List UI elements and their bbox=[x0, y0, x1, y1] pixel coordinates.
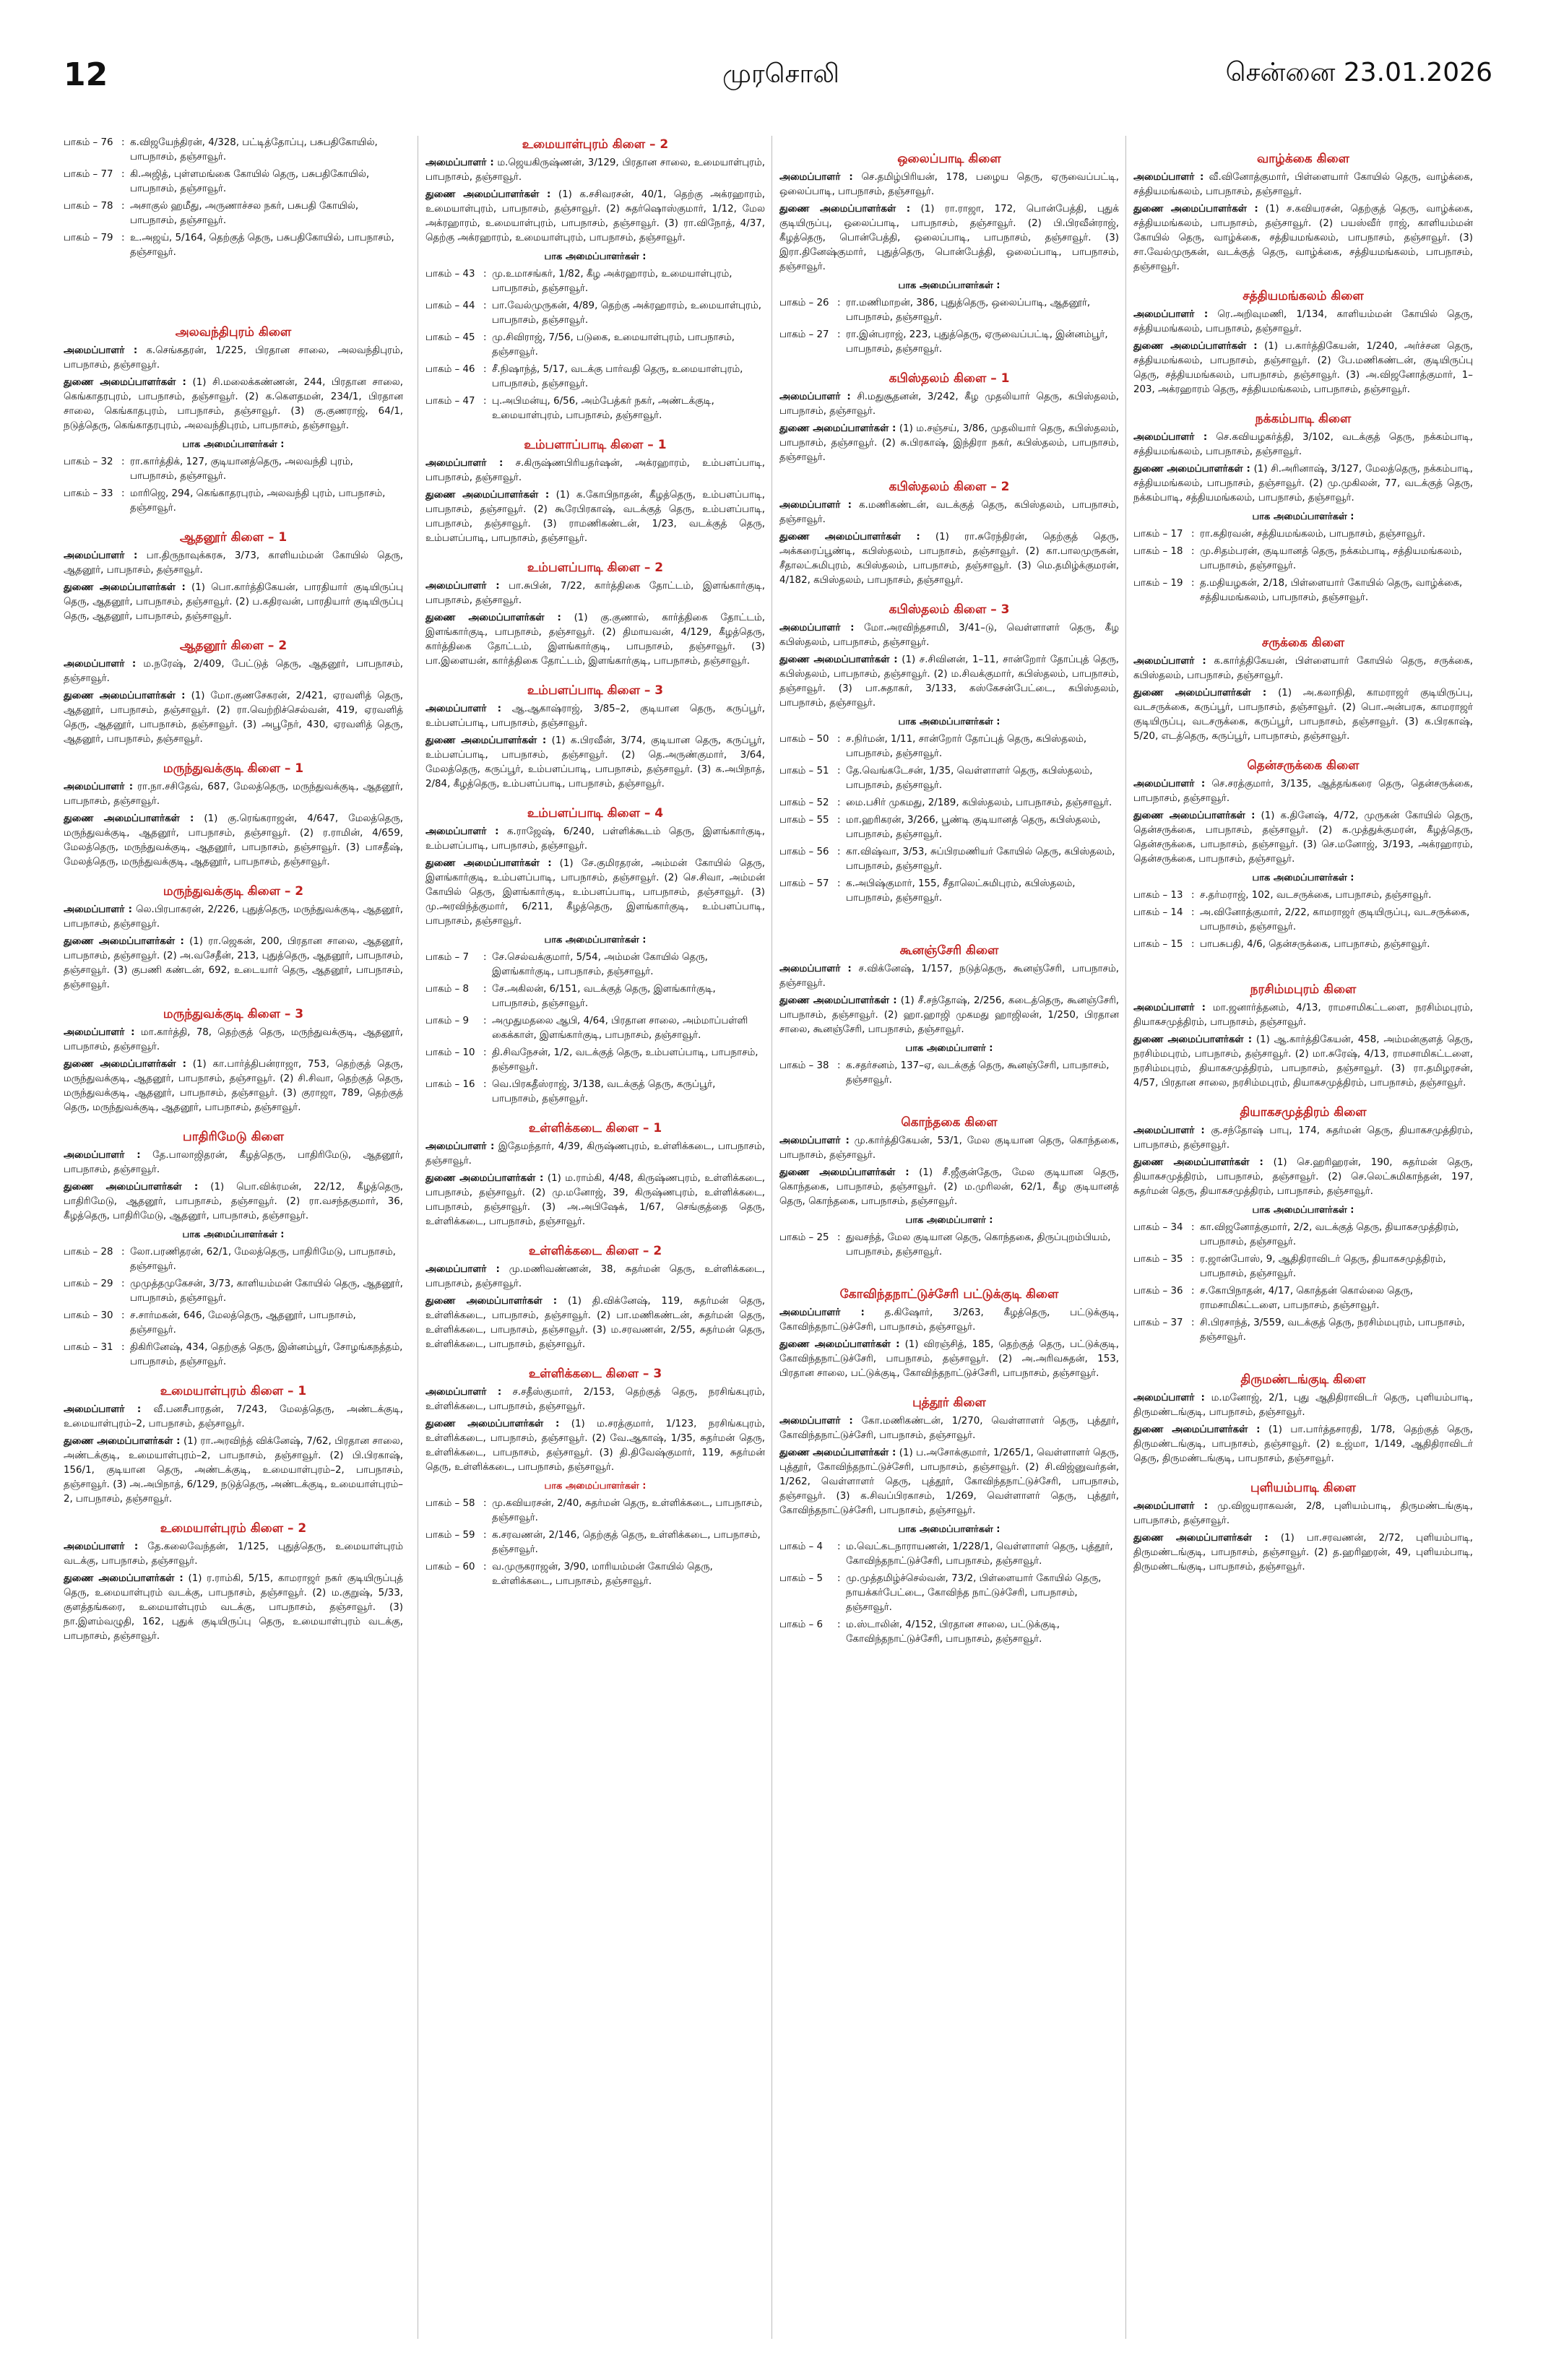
deputy-organizers: துணை அமைப்பாளர்கள் : (1) ரா.சுரேந்திரன், தெற்குத் தெரு, அக்கரைப்பூண்டி, கபிஸ்தலம், பாபநாசம், தஞ்சாவூர். (2) கா.பாலமுருகன், சீதாலட்சுமிபுரம், கபிஸ்தலம், பாபநாசம், தஞ்சாவூர். (3) மெ.தமிழ்க்குமரன், 4/182, கபிஸ்தலம், பாபநாசம், தஞ்சாவூர். bbox=[779, 532, 1119, 586]
branch-heading: உள்ளிக்கடை கிளை – 1 bbox=[528, 1121, 662, 1135]
branch-heading: கொந்தகை கிளை bbox=[901, 1115, 998, 1130]
deputy-organizers: துணை அமைப்பாளர்கள் : (1) சீ.ஜீகுன்தேரு, மேல குடியான தெரு, கொந்தகை, பாபநாசம், தஞ்சாவூர். (2) ம.முரிலன், 62/1, கீழ குடியானத் தெரு, கொந்தகை, பாபநாசம், தஞ்சாவூர். bbox=[779, 1167, 1119, 1207]
branch-section bbox=[64, 760, 403, 870]
part-entry: பாகம் – 4 : ம.வெட்கடநாராயணன், 1/228/1, வெள்ளாளர் தெரு, புத்தூர், கோவிந்தநாட்டுச்சேரி, பாபநாசம், தஞ்சாவூர். bbox=[779, 1541, 1113, 1567]
branch-heading: உள்ளிக்கடை கிளை – 3 bbox=[528, 1367, 662, 1381]
masthead bbox=[0, 0, 1543, 93]
branch-section bbox=[64, 324, 403, 516]
branch-heading: நக்கம்பாடி கிளை bbox=[1255, 412, 1352, 426]
organizer: அமைப்பாளர் : செ.சரத்குமார், 3/135, ஆத்தங்கரை தெரு, தென்சருக்கை, பாபநாசம், தஞ்சாவூர். bbox=[1133, 779, 1473, 804]
branch-section bbox=[425, 1242, 765, 1352]
organizer: அமைப்பாளர் : தே.கலைவேந்தன், 1/125, புதுத்தெரு, உமையாள்புரம் வடக்கு, பாபநாசம், தஞ்சாவூர். bbox=[64, 1541, 403, 1567]
part-organizers-title: பாக அமைப்பாளர்கள் : bbox=[898, 280, 1000, 291]
part-entry: பாகம் – 35 : ர.ஜான்போஸ், 9, ஆதிதிராவிடர் தெரு, தியாகசமுத்திரம், பாபநாசம், தஞ்சாவூர். bbox=[1133, 1254, 1446, 1279]
part-entry: பாகம் – 43 : மு.உமாசங்கர், 1/82, கீழ அக்ரஹாரம், உமையாள்புரம், பாபநாசம், தஞ்சாவூர். bbox=[425, 269, 732, 294]
part-entry: பாகம் – 32 : ரா.கார்த்திக், 127, குடியானத்தெரு, அலவந்தி புரம், பாபநாசம், தஞ்சாவூர். bbox=[64, 456, 353, 482]
branch-section bbox=[64, 529, 403, 624]
branch-section bbox=[779, 370, 1119, 465]
branch-heading: உமையாள்புரம் கிளை – 1 bbox=[160, 1384, 307, 1398]
deputy-organizers: துணை அமைப்பாளர்கள் : (1) ஆ.கார்த்திகேயன், 458, அம்மன்குளத் தெரு, நரசிம்மபுரம், பாபநாசம், தஞ்சாவூர். (2) மா.சுரேஷ், 4/13, ராமசாமிகட்டளை, நரசிம்மபுரம், தியாகசமுத்திரம், பாபநாசம், தஞ்சாவூர். (3) ரா.தமிழரசன், 4/57, பிரதான சாலை, நரசிம்மபுரம், தியாகசமுத்திரம், பாபநாசம், தஞ்சாவூர். bbox=[1133, 1034, 1473, 1089]
branch-section bbox=[425, 136, 765, 423]
part-entry: பாகம் – 16 : வெ.பிரகதீஸ்ராஜ், 3/138, வடக்குத் தெரு, கருப்பூர், பாபநாசம், தஞ்சாவூர். bbox=[425, 1079, 716, 1104]
part-entry: பாகம் – 55 : மா.ஹரிகரன், 3/266, பூண்டி குடியானத் தெரு, கபிஸ்தலம், பாபநாசம், தஞ்சாவூர். bbox=[779, 815, 1101, 840]
branch-section bbox=[1133, 150, 1473, 274]
column-1 bbox=[64, 136, 403, 2339]
part-entry: பாகம் – 19 : த.மதியழகன், 2/18, பிள்ளையார் கோயில் தெரு, வாழ்க்கை, சத்தியமங்கலம், பாபநாசம், தஞ்சாவூர். bbox=[1133, 578, 1463, 603]
deputy-organizers: துணை அமைப்பாளர்கள் : (1) ரா.ராஜா, 172, பொன்பேத்தி, புதுக் குடியிருப்பு, ஒலைப்பாடி, பாபநாசம், தஞ்சாவூர். (2) பி.பிரவீன்ராஜ், கீழத்தெரு, பொன்பேத்தி, ஒலைப்பாடி, பாபநாசம், தஞ்சாவூர். (3) இரா.தினேஷ்குமார், புதுத்தெரு, பொன்பேத்தி, ஒலைப்பாடி, பாபநாசம், தஞ்சாவூர். bbox=[779, 204, 1119, 272]
branch-heading: உம்பளப்பாடி கிளை – 2 bbox=[527, 561, 664, 575]
part-entry: பாகம் – 27 : ரா.இன்பராஜ், 223, புதுத்தெரு, ஏருவைப்பட்டி, இன்னம்பூர், பாபநாசம், தஞ்சாவூர். bbox=[779, 329, 1108, 355]
part-entry: பாகம் – 60 : வ.முருகராஜன், 3/90, மாரியம்மன் கோயில் தெரு, உள்ளிக்கடை, பாபநாசம், தஞ்சாவூர். bbox=[425, 1562, 713, 1587]
organizer: அமைப்பாளர் : செ.கவியழகர்த்தி, 3/102, வடக்குத் தெரு, நக்கம்பாடி, சத்தியமங்கலம், பாபநாசம், தஞ்சாவூர். bbox=[1133, 432, 1473, 457]
part-organizers-title: பாக அமைப்பாளர்கள் : bbox=[544, 251, 647, 262]
deputy-organizers: துணை அமைப்பாளர்கள் : (1) ச.சிவினன், 1–11, சான்றோர் தோப்புத் தெரு, கபிஸ்தலம், பாபநாசம், தஞ்சாவூர். (2) ம.சிவக்குமார், கபிஸ்தலம், பாபநாசம், தஞ்சாவூர். (3) பா.சுதாகர், 3/133, கஸ்கேசன்பேட்டை, கபிஸ்தலம், பாபநாசம், தஞ்சாவூர். bbox=[779, 654, 1119, 709]
part-text: கி.அஜித், புள்ளமங்கை கோயில் தெரு, பசுபதிகோயில், பாபநாசம், தஞ்சாவூர். bbox=[130, 169, 370, 194]
part-organizers-title: பாக அமைப்பாளர்கள் : bbox=[544, 1481, 647, 1492]
branch-section bbox=[1133, 981, 1473, 1091]
branch-section bbox=[1133, 410, 1473, 605]
organizer: அமைப்பாளர் : க.செங்கதரன், 1/225, பிரதான சாலை, அலவந்திபுரம், பாபநாசம், தஞ்சாவூர். bbox=[64, 345, 403, 371]
organizer: அமைப்பாளர் : மு.கார்த்திகேயன், 53/1, மேல குடியான தெரு, கொந்தகை, பாபநாசம், தஞ்சாவூர். bbox=[779, 1135, 1119, 1161]
branch-section bbox=[1133, 287, 1473, 397]
organizer: அமைப்பாளர் : கோ.மணிகண்டன், 1/270, வெள்ளாளர் தெரு, புத்தூர், கோவிந்தநாட்டுச்சேரி, பாபநாசம், தஞ்சாவூர். bbox=[779, 1416, 1119, 1441]
part-entry: பாகம் – 14 : அ.வினோத்குமார், 2/22, காமராஜர் குடியிருப்பு, வடசருக்கை, பாபநாசம், தஞ்சாவூர். bbox=[1133, 907, 1470, 932]
branch-heading: உமையாள்புரம் கிளை – 2 bbox=[160, 1521, 307, 1536]
branch-section bbox=[64, 1128, 403, 1369]
part-text: அசாகுல் ஹமீது, அருணாச்சல நகர், பசுபதி கோயில், பாபநாசம், தஞ்சாவூர். bbox=[130, 201, 359, 226]
branch-heading: கபிஸ்தலம் கிளை – 3 bbox=[889, 602, 1010, 617]
branch-heading: கபிஸ்தலம் கிளை – 2 bbox=[889, 480, 1010, 494]
part-entry: பாகம் – 78 : அசாகுல் ஹமீது, அருணாச்சல நகர், பசுபதி கோயில், பாபநாசம், தஞ்சாவூர். bbox=[64, 199, 403, 228]
organizer: அமைப்பாளர் : வீ.வினோத்குமார், பிள்ளையார் கோயில் தெரு, வாழ்க்கை, சத்தியமங்கலம், பாபநாசம், தஞ்சாவூர். bbox=[1133, 172, 1473, 197]
branch-heading: கூனஞ்சேரி கிளை bbox=[899, 943, 999, 958]
part-entry: பாகம் – 58 : மு.கவியரசன், 2/40, சுதர்மன் தெரு, உள்ளிக்கடை, பாபநாசம், தஞ்சாவூர். bbox=[425, 1498, 763, 1523]
organizer: அமைப்பாளர் : ம.மனோஜ், 2/1, புது ஆதிதிராவிடர் தெரு, புளியம்பாடி, திருமண்டங்குடி, பாபநாசம், தஞ்சாவூர். bbox=[1133, 1393, 1473, 1418]
part-entry: பாகம் – 30 : ச.சார்மகன், 646, மேலத்தெரு, ஆதனூர், பாபநாசம், தஞ்சாவூர். bbox=[64, 1310, 356, 1336]
part-entry: பாகம் – 51 : தே.வெங்கடேசன், 1/35, வெள்ளாளர் தெரு, கபிஸ்தலம், பாபநாசம், தஞ்சாவூர். bbox=[779, 766, 1093, 791]
column-3 bbox=[772, 136, 1119, 2339]
organizer: அமைப்பாளர் : மா.கார்த்தி, 78, தெற்குத் தெரு, மருந்துவக்குடி, ஆதனூர், பாபநாசம், தஞ்சாவூர். bbox=[64, 1027, 403, 1052]
branch-heading: கோவிந்தநாட்டுச்சேரி பட்டுக்குடி கிளை bbox=[839, 1287, 1059, 1302]
branch-section bbox=[779, 150, 1119, 357]
deputy-organizers: துணை அமைப்பாளர்கள் : (1) க.பிரவீன், 3/74, குடியான தெரு, கருப்பூர், உம்பளப்பாடி, பாபநாசம், தஞ்சாவூர். (2) தெ.அருண்குமார், 3/64, மேலத்தெரு, கருப்பூர், உம்பளப்பாடி, பாபநாசம், தஞ்சாவூர். (3) க.அபிநாத், 2/84, கீழத்தெரு, உம்பளப்பாடி, பாபநாசம், தஞ்சாவூர். bbox=[425, 735, 765, 789]
organizer: அமைப்பாளர் : செ.தமிழ்பிரியன், 178, பழைய தெரு, ஏருவைப்பட்டி, ஒலைப்பாடி, பாபநாசம், தஞ்சாவூர். bbox=[779, 172, 1119, 197]
part-organizers-title: பாக அமைப்பாளர் : bbox=[905, 1043, 993, 1054]
part-entry: பாகம் – 31 : திகிரினேஷ், 434, தெற்குத் தெரு, இன்னம்பூர், சோழங்கநத்தம், பாபநாசம், தஞ்சாவூர். bbox=[64, 1342, 403, 1367]
part-entry: பாகம் – 9 : அமுதுமதலை ஆபி, 4/64, பிரதான சாலை, அம்மாப்பள்ளி கைக்காள், இளங்கார்குடி, பாபநாசம், தஞ்சாவூர். bbox=[425, 1016, 748, 1041]
part-entry: பாகம் – 77 : கி.அஜித், புள்ளமங்கை கோயில் தெரு, பசுபதிகோயில், பாபநாசம், தஞ்சாவூர். bbox=[64, 168, 403, 196]
deputy-organizers: துணை அமைப்பாளர்கள் : (1) சீ.சந்தோஷ், 2/256, கடைத்தெரு, கூனஞ்சேரி, பாபநாசம், தஞ்சாவூர். (2) ஹா.ஹாஜி முகமது ஹாஜிலன், 1/250, பிரதான சாலை, கூனஞ்சேரி, பாபநாசம், தஞ்சாவூர். bbox=[779, 995, 1119, 1035]
deputy-organizers: துணை அமைப்பாளர்கள் : (1) செ.ஹரிஹரன், 190, சுதர்மன் தெரு, தியாகசமுத்திரம், பாபநாசம், தஞ்சாவூர். (2) செ.லெட்சுமிகாந்தன், 197, சுதர்மன் தெரு, தியாகசமுத்திரம், பாபநாசம், தஞ்சாவூர். bbox=[1133, 1157, 1473, 1197]
branch-heading: கபிஸ்தலம் கிளை – 1 bbox=[889, 371, 1010, 386]
organizer: அமைப்பாளர் : சி.மதுசூதனன், 3/242, கீழ முதலியார் தெரு, கபிஸ்தலம், பாபநாசம், தஞ்சாவூர். bbox=[779, 391, 1119, 417]
part-entry: பாகம் – 34 : கா.விஜனோத்குமார், 2/2, வடக்குத் தெரு, தியாகசமுத்திரம், பாபநாசம், தஞ்சாவூர். bbox=[1133, 1222, 1459, 1247]
organizer: அமைப்பாளர் : மு.விஜயராகவன், 2/8, புளியம்பாடி, திருமண்டங்குடி, பாபநாசம், தஞ்சாவூர். bbox=[1133, 1501, 1473, 1526]
branch-heading: பாதிரிமேடு கிளை bbox=[183, 1130, 284, 1144]
organizer: அமைப்பாளர் : க.மணிகண்டன், வடக்குத் தெரு, கபிஸ்தலம், பாபநாசம், தஞ்சாவூர். bbox=[779, 500, 1119, 525]
deputy-organizers: துணை அமைப்பாளர்கள் : (1) ச.கவியரசன், தெற்குத் தெரு, வாழ்க்கை, சத்தியமங்கலம், பாபநாசம், தஞ்சாவூர். (2) பயஸ்வீர் ராஜ், காளியம்மன் கோயில் தெரு, வாழ்க்கை, சத்தியமங்கலம், பாபநாசம், தஞ்சாவூர். (3) சா.வேல்முருகன், வடக்குத் தெரு, வாழ்க்கை, சத்தியமங்கலம், பாபநாசம், தஞ்சாவூர். bbox=[1133, 204, 1473, 272]
part-entry: பாகம் – 6 : ம.ஸ்டாலின், 4/152, பிரதான சாலை, பட்டுக்குடி, கோவிந்தநாட்டுச்சேரி, பாபநாசம், தஞ்சாவூர். bbox=[779, 1619, 1060, 1645]
branch-heading: ஒலைப்பாடி கிளை bbox=[897, 152, 1001, 166]
part-entry: பாகம் – 79 : உ.அஜய், 5/164, தெற்குத் தெரு, பசுபதிகோயில், பாபநாசம், தஞ்சாவூர். bbox=[64, 231, 403, 260]
branch-section bbox=[779, 1114, 1119, 1260]
deputy-organizers: துணை அமைப்பாளர்கள் : (1) சி.மலைக்கண்ணன், 244, பிரதான சாலை, கெங்காதரபுரம், பாபநாசம், தஞ்சாவூர். (2) க.கௌதமன், 234/1, பிரதான சாலை, கெங்காதபுரம், பாபநாசம், தஞ்சாவூர். (3) கு.குணராஜ், 64/1, நடுத்தெரு, கெங்காதரபுரம், அலவந்திபுரம், பாபநாசம், தஞ்சாவூர். bbox=[64, 377, 403, 431]
branch-section bbox=[64, 883, 403, 992]
branch-section bbox=[1133, 1479, 1473, 1575]
organizer: அமைப்பாளர் : மா.ஜனார்த்தனம், 4/13, ராமசாமிகட்டளை, நரசிம்மபுரம், தியாகசமுத்திரம், பாபநாசம், தஞ்சாவூர். bbox=[1133, 1003, 1473, 1028]
branch-section bbox=[1133, 757, 1473, 952]
deputy-organizers: துணை அமைப்பாளர்கள் : (1) பொ.கார்த்திகேயன், பாரதியார் குடியிருப்பு தெரு, ஆதனூர், பாபநாசம், தஞ்சாவூர். (2) ப.கதிரவன், பாரதியார் குடியிருப்பு தெரு, ஆதனூர், பாபநாசம், தஞ்சாவூர். bbox=[64, 582, 403, 622]
branch-section bbox=[64, 1520, 403, 1644]
part-organizers-title: பாக அமைப்பாளர்கள் : bbox=[1252, 511, 1354, 522]
part-entry: பாகம் – 33 : மாரிஜெ, 294, கெங்காதரபுரம், அலவந்தி புரம், பாபநாசம், தஞ்சாவூர். bbox=[64, 488, 386, 514]
branch-heading: வாழ்க்கை கிளை bbox=[1257, 152, 1349, 166]
deputy-organizers: துணை அமைப்பாளர்கள் : (1) கா.பார்த்திபன்ராஜா, 753, தெற்குத் தெரு, மருந்துவக்குடி, ஆதனூர், பாபநாசம், தஞ்சாவூர். (2) சி.சிவா, தெற்குத் தெரு, மருந்துவக்குடி, ஆதனூர், பாபநாசம், தஞ்சாவூர். (3) குராஜா, 789, தெற்குத் தெரு, மருந்துவக்குடி, ஆதனூர், பாபநாசம், தஞ்சாவூர். bbox=[64, 1059, 403, 1113]
part-organizers-title: பாக அமைப்பாளர்கள் : bbox=[182, 1229, 285, 1240]
branch-heading: நரசிம்மபுரம் கிளை bbox=[1250, 982, 1357, 997]
part-entry: பாகம் – 8 : சே.அகிலன், 6/151, வடக்குத் தெரு, இளங்கார்குடி, பாபநாசம், தஞ்சாவூர். bbox=[425, 984, 716, 1009]
organizer: அமைப்பாளர் : தே.பாலாஜிதரன், கீழத்தெரு, பாதிரிமேடு, ஆதனூர், பாபநாசம், தஞ்சாவூர். bbox=[64, 1150, 403, 1175]
organizer: அமைப்பாளர் : ச.விக்னேஷ், 1/157, நடுத்தெரு, கூனஞ்சேரி, பாபநாசம், தஞ்சாவூர். bbox=[779, 964, 1119, 989]
part-entry: பாகம் – 29 : முமுத்தமுகேசன், 3/73, காளியம்மன் கோயில் தெரு, ஆதனூர், பாபநாசம், தஞ்சாவூர். bbox=[64, 1278, 403, 1304]
part-entry: பாகம் – 15 : பாபசுபதி, 4/6, தென்சருக்கை, பாபநாசம், தஞ்சாவூர். bbox=[1133, 939, 1430, 950]
part-entry: பாகம் – 57 : க.அபிஷ்குமார், 155, சீதாலெட்சுமிபுரம், கபிஸ்தலம், பாபநாசம், தஞ்சாவூர். bbox=[779, 878, 1076, 904]
organizer: அமைப்பாளர் : மு.மணிவண்ணன், 38, சுதர்மன் தெரு, உள்ளிக்கடை, பாபநாசம், தஞ்சாவூர். bbox=[425, 1264, 765, 1289]
organizer: அமைப்பாளர் : ரா.நா.சசிதேவ், 687, மேலத்தெரு, மருந்துவக்குடி, ஆதனூர், பாபநாசம், தஞ்சாவூர். bbox=[64, 782, 403, 807]
branch-section bbox=[425, 682, 765, 792]
column-2 bbox=[418, 136, 765, 2339]
part-entry: பாகம் – 59 : க.சரவணன், 2/146, தெற்குத் தெரு, உள்ளிக்கடை, பாபநாசம், தஞ்சாவூர். bbox=[425, 1530, 761, 1555]
deputy-organizers: துணை அமைப்பாளர்கள் : (1) க.தினேஷ், 4/72, முருகன் கோயில் தெரு, தென்சருக்கை, பாபநாசம், தஞ்சாவூர். (2) க.முத்துக்குமரன், கீழத்தெரு, தென்சருக்கை, பாபநாசம், தஞ்சாவூர். (3) செ.மனோஜ், 3/193, அக்ரஹாரம், தென்சருக்கை, பாபநாசம், தஞ்சாவூர். bbox=[1133, 810, 1473, 865]
part-entry: பாகம் – 10 : தி.சிவநேசன், 1/2, வடக்குத் தெரு, உம்பளப்பாடி, பாபநாசம், தஞ்சாவூர். bbox=[425, 1047, 758, 1073]
branch-heading: உள்ளிக்கடை கிளை – 2 bbox=[528, 1244, 662, 1258]
part-entry: பாகம் – 7 : சே.செல்வக்குமார், 5/54, அம்மன் கோயில் தெரு, இளங்கார்குடி, பாபநாசம், தஞ்சாவூர். bbox=[425, 952, 708, 977]
part-entry: பாகம் – 76 : க.விஜயேந்திரன், 4/328, பட்டித்தோப்பு, பசுபதிகோயில், பாபநாசம், தஞ்சாவூர். bbox=[64, 136, 403, 165]
deputy-organizers: துணை அமைப்பாளர்கள் : (1) பொ.விக்ரமன், 22/12, கீழத்தெரு, பாதிரிமேடு, ஆதனூர், பாபநாசம், தஞ்சாவூர். (2) ரா.வசந்தகுமார், 36, கீழத்தெரு, பாதிரிமேடு, ஆதனூர், பாபநாசம், தஞ்சாவூர். bbox=[64, 1182, 403, 1221]
branch-heading: சருக்கை கிளை bbox=[1261, 636, 1345, 650]
branch-heading: திருமண்டங்குடி கிளை bbox=[1240, 1372, 1366, 1387]
branch-heading: மருந்துவக்குடி கிளை – 1 bbox=[163, 761, 304, 776]
organizer: அமைப்பாளர் : இதேமந்தார், 4/39, கிருஷ்ணபுரம், உள்ளிக்கடை, பாபநாசம், தஞ்சாவூர். bbox=[425, 1141, 765, 1167]
branch-section bbox=[64, 1005, 403, 1115]
branch-section bbox=[425, 805, 765, 1107]
branch-section bbox=[64, 1382, 403, 1507]
branch-heading: அலவந்திபுரம் கிளை bbox=[175, 325, 292, 339]
branch-heading: புளியம்பாடி கிளை bbox=[1250, 1481, 1357, 1495]
branch-section bbox=[64, 637, 403, 747]
branch-section bbox=[1133, 634, 1473, 744]
deputy-organizers: துணை அமைப்பாளர்கள் : (1) அ.கலாநிதி, காமராஜர் குடியிருப்பு, வடசருக்கை, கருப்பூர், பாபநாசம், தஞ்சாவூர். (2) பொ.அன்பரசு, காமராஜர் குடியிருப்பு, வடசருக்கை, கருப்பூர், பாபநாசம், தஞ்சாவூர். (3) க.பிரகாஷ், 5/20, எடத்தெரு, கருப்பூர், பாபநாசம், தஞ்சாவூர். bbox=[1133, 688, 1473, 742]
part-entry: பாகம் – 38 : க.சதர்சனம், 137–ஏ, வடக்குத் தெரு, கூனஞ்சேரி, பாபநாசம், தஞ்சாவூர். bbox=[779, 1060, 1110, 1086]
branch-section bbox=[779, 478, 1119, 588]
part-organizers-title: பாக அமைப்பாளர் : bbox=[905, 1215, 993, 1226]
deputy-organizers: துணை அமைப்பாளர்கள் : (1) ர.ராம்கி, 5/15, காமராஜர் நகர் குடியிருப்புத் தெரு, உமையாள்புரம் வடக்கு, பாபநாசம், தஞ்சாவூர். (2) ம.குறுஷ், 5/33, குளத்தங்கரை, உமையாள்புரம் வடக்கு, பாபநாசம், தஞ்சாவூர். (3) நா.இளம்வழுதி, 162, புதுக் குடியிருப்பு தெரு, உமையாள்புரம் வடக்கு, பாபநாசம், தஞ்சாவூர். bbox=[64, 1573, 403, 1642]
deputy-organizers: துணை அமைப்பாளர்கள் : (1) கு.ரெங்கராஜன், 4/647, மேலத்தெரு, மருந்துவக்குடி, ஆதனூர், பாபநாசம், தஞ்சாவூர். (2) ர.ராமின், 4/659, மேலத்தெரு, மருந்துவக்குடி, ஆதனூர், பாபநாசம், தஞ்சாவூர். (3) பாசதீஷ், மேலத்தெரு, மருந்துவக்குடி, ஆதனூர், பாபநாசம், தஞ்சாவூர். bbox=[64, 813, 403, 867]
deputy-organizers: துணை அமைப்பாளர்கள் : (1) பா.பார்த்தசாரதி, 1/78, தெற்குத் தெரு, திருமண்டங்குடி, பாபநாசம், தஞ்சாவூர். (2) உஜ்மா, 1/149, ஆதிதிராவிடர் தெரு, திருமண்டங்குடி, பாபநாசம், தஞ்சாவூர். bbox=[1133, 1424, 1473, 1464]
branch-section bbox=[779, 942, 1119, 1088]
branch-section bbox=[425, 436, 765, 546]
part-entry: பாகம் – 26 : ரா.மணிமாறன், 386, புதுத்தெரு, ஒலைப்பாடி, ஆதனூர், பாபநாசம், தஞ்சாவூர். bbox=[779, 298, 1091, 323]
deputy-organizers: துணை அமைப்பாளர்கள் : (1) சே.குமிரதரன், அம்மன் கோயில் தெரு, இளங்கார்குடி, உம்பளப்பாடி, பாபநாசம், தஞ்சாவூர். (2) செ.சிவா, அம்மன் கோயில் தெரு, இளங்கார்குடி, உம்பளப்பாடி, பாபநாசம், தஞ்சாவூர். (3) மு.அரவிந்த்குமார், 6/211, கீழத்தெரு, இளங்கார்குடி, உம்பளப்பாடி, பாபநாசம், தஞ்சாவூர். bbox=[425, 858, 765, 927]
organizer: அமைப்பாளர் : க.கார்த்திகேயன், பிள்ளையார் கோயில் தெரு, சருக்கை, கபிஸ்தலம், பாபநாசம், தஞ்சாவூர். bbox=[1133, 656, 1473, 681]
part-organizers-title: பாக அமைப்பாளர்கள் : bbox=[1252, 873, 1354, 883]
organizer: அமைப்பாளர் : ம.ஜெயகிருஷ்ணன், 3/129, பிரதான சாலை, உமையாள்புரம், பாபநாசம், தஞ்சாவூர். bbox=[425, 157, 765, 183]
part-entry: பாகம் – 25 : துவசந்த், மேல குடியான தெரு, கொந்தகை, திருப்புறம்பியம், பாபநாசம், தஞ்சாவூர். bbox=[779, 1232, 1111, 1258]
deputy-organizers: துணை அமைப்பாளர்கள் : (1) தி.விக்னேஷ், 119, சுதர்மன் தெரு, உள்ளிக்கடை, பாபநாசம், தஞ்சாவூர். (2) பா.மணிகண்டன், சுதர்மன் தெரு, உள்ளிக்கடை, பாபநாசம், தஞ்சாவூர். (3) ம.சரவணன், 2/55, சுதர்மன் தெரு, உள்ளிக்கடை, பாபநாசம், தஞ்சாவூர். bbox=[425, 1296, 765, 1350]
organizer: அமைப்பாளர் : மோ.அரவிந்தசாமி, 3/41–டு, வெள்ளாளர் தெரு, கீழ கபிஸ்தலம், பாபநாசம், தஞ்சாவூர். bbox=[779, 623, 1119, 648]
organizer: அமைப்பாளர் : பா.திருநாவுக்கரசு, 3/73, காளியம்மன் கோயில் தெரு, ஆதனூர், பாபநாசம், தஞ்சாவூர். bbox=[64, 550, 403, 576]
part-entry: பாகம் – 56 : கா.விஷ்வா, 3/53, சுப்பிரமணியர் கோயில் தெரு, கபிஸ்தலம், பாபநாசம், தஞ்சாவூர். bbox=[779, 847, 1115, 872]
branch-section bbox=[779, 601, 1119, 906]
branch-section bbox=[425, 1120, 765, 1229]
columns bbox=[64, 136, 1479, 2339]
organizer: அமைப்பாளர் : ஆ.ஆகாஷ்ராஜ், 3/85–2, குடியான தெரு, கருப்பூர், உம்பளப்பாடி, பாபநாசம், தஞ்சாவூர். bbox=[425, 704, 765, 729]
part-organizers-title: பாக அமைப்பாளர்கள் : bbox=[898, 1524, 1000, 1535]
part-number: பாகம் – 79 bbox=[64, 233, 113, 243]
part-text: உ.அஜய், 5/164, தெற்குத் தெரு, பசுபதிகோயில், பாபநாசம், தஞ்சாவூர். bbox=[130, 233, 394, 258]
branch-heading: புத்தூர் கிளை bbox=[912, 1395, 986, 1410]
branch-section bbox=[779, 1394, 1119, 1647]
part-entry: பாகம் – 44 : பா.வேல்முருகன், 4/89, தெற்கு அக்ரஹாரம், உமையாள்புரம், பாபநாசம், தஞ்சாவூர். bbox=[425, 300, 761, 326]
organizer: அமைப்பாளர் : ச.சதீஸ்குமார், 2/153, தெற்குத் தெரு, நரசிங்கபுரம், உள்ளிக்கடை, பாபநாசம், தஞ்சாவூர். bbox=[425, 1387, 765, 1412]
part-entry: பாகம் – 28 : லோ.பரணிதரன், 62/1, மேலத்தெரு, பாதிரிமேடு, பாபநாசம், தஞ்சாவூர். bbox=[64, 1247, 396, 1272]
branch-section bbox=[425, 1365, 765, 1589]
branch-heading: உம்பளாப்பாடி கிளை – 1 bbox=[524, 438, 667, 452]
deputy-organizers: துணை அமைப்பாளர்கள் : (1) சி.அரினாஷ், 3/127, மேலத்தெரு, நக்கம்பாடி, சத்தியமங்கலம், பாபநாசம், தஞ்சாவூர். (2) மு.முகிலன், 77, வடக்குத் தெரு, நக்கம்பாடி, சத்தியமங்கலம், பாபநாசம், தஞ்சாவூர். bbox=[1133, 464, 1473, 503]
edition-date: சென்னை 23.01.2026 bbox=[1225, 58, 1492, 87]
part-entry: பாகம் – 52 : மை.பசிர் முகமது, 2/189, கபிஸ்தலம், பாபநாசம், தஞ்சாவூர். bbox=[779, 797, 1112, 808]
organizer: அமைப்பாளர் : க.ராஜேஷ், 6/240, பள்ளிக்கூடம் தெரு, இளங்கார்குடி, உம்பளப்பாடி, பாபநாசம், தஞ்சாவூர். bbox=[425, 826, 765, 852]
part-entry: பாகம் – 37 : சி.பிரசாந்த், 3/559, வடக்குத் தெரு, நரசிம்மபுரம், பாபநாசம், தஞ்சாவூர். bbox=[1133, 1317, 1465, 1343]
branch-section bbox=[1133, 1371, 1473, 1466]
deputy-organizers: துணை அமைப்பாளர்கள் : (1) மோ.குணசேகரன், 2/421, ஏரவளித் தெரு, ஆதனூர், பாபநாசம், தஞ்சாவூர். (2) ரா.வெற்றிச்செல்வன், 419, ஏரவளித் தெரு, ஆதனூர், பாபநாசம், தஞ்சாவூர். (3) அபூநேர், 430, ஏரவளித் தெரு, ஆதனூர், பாபநாசம், தஞ்சாவூர். bbox=[64, 691, 403, 745]
deputy-organizers: துணை அமைப்பாளர்கள் : (1) விரஞ்சித், 185, தெற்குத் தெரு, பட்டுக்குடி, கோவிந்தநாட்டுச்சேரி, பாபநாசம், தஞ்சாவூர். (2) அ.அரிவசுதன், 153, பிரதான சாலை, பட்டுக்குடி, கோவிந்தநாட்டுச்சேரி, பாபநாசம், தஞ்சாவூர். bbox=[779, 1339, 1119, 1379]
part-entry: பாகம் – 46 : சீ.நிஷாந்த், 5/17, வடக்கு பார்வதி தெரு, உமையாள்புரம், பாபநாசம், தஞ்சாவூர். bbox=[425, 364, 743, 389]
part-entry: பாகம் – 45 : மு.சிவிராஜ், 7/56, படுகை, உமையாள்புரம், பாபநாசம், தஞ்சாவூர். bbox=[425, 332, 735, 358]
branch-section bbox=[779, 1286, 1119, 1381]
branch-heading: தியாகசமுத்திரம் கிளை bbox=[1240, 1105, 1367, 1120]
part-entry: பாகம் – 17 : ரா.கதிரவன், சத்தியமங்கலம், பாபநாசம், தஞ்சாவூர். bbox=[1133, 529, 1426, 540]
part-organizers-title: பாக அமைப்பாளர்கள் : bbox=[182, 439, 285, 450]
branch-heading: உமையாள்புரம் கிளை – 2 bbox=[522, 137, 669, 152]
branch-heading: தென்சருக்கை கிளை bbox=[1247, 758, 1360, 773]
deputy-organizers: துணை அமைப்பாளர்கள் : (1) ப.கார்த்திகேயன், 1/240, அர்ச்சன தெரு, சத்தியமங்கலம், பாபநாசம், தஞ்சாவூர். (2) பே.மணிகண்டன், குடியிருப்பு தெரு, சத்தியமங்கலம், பாபநாசம், தஞ்சாவூர். (3) அ.விஜனோத்குமார், 1–203, அக்ரஹாரம் தெரு, சத்தியமங்கலம், பாபநாசம், தஞ்சாவூர். bbox=[1133, 341, 1473, 395]
branch-heading: ஆதனூர் கிளை – 2 bbox=[179, 639, 288, 653]
organizer: அமைப்பாளர் : கு.சந்தோஷ் பாபு, 174, சுதர்மன் தெரு, தியாகசமுத்திரம், பாபநாசம், தஞ்சாவூர். bbox=[1133, 1125, 1473, 1151]
part-organizers-title: பாக அமைப்பாளர்கள் : bbox=[544, 935, 647, 945]
part-text: க.விஜயேந்திரன், 4/328, பட்டித்தோப்பு, பசுபதிகோயில், பாபநாசம், தஞ்சாவூர். bbox=[130, 137, 378, 163]
branch-section bbox=[425, 559, 765, 669]
deputy-organizers: துணை அமைப்பாளர்கள் : (1) ரா.ஜெகன், 200, பிரதான சாலை, ஆதனூர், பாபநாசம், தஞ்சாவூர். (2) அ.வசேதீன், 213, புதுத்தெரு, ஆதனூர், பாபநாசம், தஞ்சாவூர். (3) குபணி கண்டன், 692, உடையார் தெரு, ஆதனூர், பாபநாசம், தஞ்சாவூர். bbox=[64, 936, 403, 990]
part-entry: பாகம் – 47 : பு.அபிமன்யு, 6/56, அம்பேத்கர் நகர், அண்டக்குடி, உமையாள்புரம், பாபநாசம், தஞ்சாவூர். bbox=[425, 396, 714, 421]
part-entry: பாகம் – 50 : ச.நிர்மன், 1/11, சான்றோர் தோப்புத் தெரு, கபிஸ்தலம், பாபநாசம், தஞ்சாவூர். bbox=[779, 734, 1087, 759]
part-number: பாகம் – 77 bbox=[64, 169, 113, 180]
part-list bbox=[64, 136, 403, 260]
organizer: அமைப்பாளர் : பா.சுபின், 7/22, கார்த்திகை தோட்டம், இளங்கார்குடி, பாபநாசம், தஞ்சாவூர். bbox=[425, 581, 765, 606]
organizer: அமைப்பாளர் : ம.நரேஷ், 2/409, பேட்டுத் தெரு, ஆதனூர், பாபநாசம், தஞ்சாவூர். bbox=[64, 659, 403, 684]
branch-section bbox=[1133, 1104, 1473, 1345]
branch-heading: உம்பளப்பாடி கிளை – 4 bbox=[527, 806, 664, 821]
deputy-organizers: துணை அமைப்பாளர்கள் : (1) ப.அசோக்குமார், 1/265/1, வெள்ளாளர் தெரு, புத்தூர், கோவிந்தநாட்டுச்சேரி, பாபநாசம், தஞ்சாவூர். (2) சி.விஜ்னுவர்தன், 1/262, வெள்ளாளர் தெரு, புத்தூர், கோவிந்தநாட்டுச்சேரி, பாபநாசம், தஞ்சாவூர். (3) க.சிவப்பிரகாசம், 1/269, வெள்ளாளர் தெரு, புத்தூர், கோவிந்தநாட்டுச்சேரி, பாபநாசம், தஞ்சாவூர். bbox=[779, 1448, 1119, 1516]
part-entry: பாகம் – 5 : மு.முத்தமிழ்ச்செல்வன், 73/2, பிள்ளையார் கோயில் தெரு, நாயக்கர்பேட்டை, கோவிந்த நாட்டுச்சேரி, பாபநாசம், தஞ்சாவூர். bbox=[779, 1573, 1102, 1613]
organizer: அமைப்பாளர் : ரெ.அறிவுமணி, 1/134, காளியம்மன் கோயில் தெரு, சத்தியமங்கலம், பாபநாசம், தஞ்சாவூர். bbox=[1133, 309, 1473, 334]
part-entry: பாகம் – 18 : மு.சிதம்பரன், குடியானத் தெரு, நக்கம்பாடி, சத்தியமங்கலம், பாபநாசம், தஞ்சாவூர். bbox=[1133, 546, 1462, 571]
part-number: பாகம் – 78 bbox=[64, 201, 113, 212]
organizer: அமைப்பாளர் : ச.கிருஷ்ணபிரியதர்ஷன், அக்ரஹாரம், உம்பளப்பாடி, பாபநாசம், தஞ்சாவூர். bbox=[425, 458, 765, 483]
deputy-organizers: துணை அமைப்பாளர்கள் : (1) ரா.அரவிந்த் விக்னேஷ், 7/62, பிரதான சாலை, அண்டக்குடி, உமையாள்புரம்–2, பாபநாசம், தஞ்சாவூர். (2) பி.பிரகாஷ், 156/1, குடியான தெரு, அண்டக்குடி, உமையாள்புரம்–2, பாபநாசம், தஞ்சாவூர். (3) அ.அபிநாத், 6/129, நடுத்தெரு, அண்டக்குடி, உமையாள்புரம்–2, பாபநாசம், தஞ்சாவூர். bbox=[64, 1436, 403, 1505]
deputy-organizers: துணை அமைப்பாளர்கள் : (1) ம.சஞ்சய், 3/86, முதலியார் தெரு, கபிஸ்தலம், பாபநாசம், தஞ்சாவூர். (2) சு.பிரகாஷ், இந்திரா நகர், கபிஸ்தலம், பாபநாசம், தஞ்சாவூர். bbox=[779, 423, 1119, 463]
branch-heading: ஆதனூர் கிளை – 1 bbox=[179, 530, 288, 545]
part-entry: பாகம் – 36 : ச.கோபிநாதன், 4/17, கொத்தன் கொல்லை தெரு, ராமசாமிகட்டளை, பாபநாசம், தஞ்சாவூர். bbox=[1133, 1286, 1413, 1311]
deputy-organizers: துணை அமைப்பாளர்கள் : (1) ம.சரத்குமார், 1/123, நரசிங்கபுரம், உள்ளிக்கடை, பாபநாசம், தஞ்சாவூர். (2) வே.ஆகாஷ், 1/35, சுதர்மன் தெரு, உள்ளிக்கடை, பாபநாசம், தஞ்சாவூர். (3) தி.திவேஷ்குமார், 119, சுதர்மன் தெரு, உள்ளிக்கடை, பாபநாசம், தஞ்சாவூர். bbox=[425, 1419, 765, 1473]
deputy-organizers: துணை அமைப்பாளர்கள் : (1) க.சசிவரசன், 40/1, தெற்கு அக்ரஹாரம், உமையாள்புரம், பாபநாசம், தஞ்சாவூர். (2) சுதர்ஷொஸ்குமார், 1/12, மேல அக்ரஹாரம், உமையாள்புரம், பாபநாசம், தஞ்சாவூர். (3) ரா.விநோத், 4/37, தெற்கு அக்ரஹாரம், உமையாள்புரம், பாபநாசம், தஞ்சாவூர். bbox=[425, 189, 765, 243]
deputy-organizers: துணை அமைப்பாளர்கள் : (1) க.கோபிநாதன், கீழத்தெரு, உம்பளப்பாடி, பாபநாசம், தஞ்சாவூர். (2) கூரேபிரகாஷ், வடக்குத் தெரு, உம்பளப்பாடி, பாபநாசம், தஞ்சாவூர். (3) ராமணிகண்டன், 1/23, வடக்குத் தெரு, உம்பளப்பாடி, பாபநாசம், தஞ்சாவூர். bbox=[425, 490, 765, 544]
part-entry: பாகம் – 13 : ச.தர்மராஜ், 102, வடசருக்கை, பாபநாசம், தஞ்சாவூர். bbox=[1133, 890, 1432, 901]
column-4 bbox=[1125, 136, 1473, 2339]
branch-heading: சத்தியமங்கலம் கிளை bbox=[1242, 289, 1364, 303]
organizer: அமைப்பாளர் : வீ.பனசீபாரதன், 7/243, மேலத்தெரு, அண்டக்குடி, உமையாள்புரம்–2, பாபநாசம், தஞ்சாவூர். bbox=[64, 1404, 403, 1429]
branch-heading: மருந்துவக்குடி கிளை – 3 bbox=[163, 1007, 304, 1021]
organizer: அமைப்பாளர் : லெ.பிரபாகரன், 2/226, புதுத்தெரு, மருந்துவக்குடி, ஆதனூர், பாபநாசம், தஞ்சாவூர். bbox=[64, 904, 403, 930]
newspaper-name: முரசொலி bbox=[722, 59, 839, 89]
part-number: பாகம் – 76 bbox=[64, 137, 113, 148]
deputy-organizers: துணை அமைப்பாளர்கள் : (1) பா.சரவணன், 2/72, புளியம்பாடி, திருமண்டங்குடி, பாபநாசம், தஞ்சாவூர். (2) த.ஹரிஹரன், 49, புளியம்பாடி, திருமண்டங்குடி, பாபநாசம், தஞ்சாவூர். bbox=[1133, 1533, 1473, 1572]
organizer: அமைப்பாளர் : த.கிஷோர், 3/263, கீழத்தெரு, பட்டுக்குடி, கோவிந்தநாட்டுச்சேரி, பாபநாசம், தஞ்சாவூர். bbox=[779, 1307, 1119, 1333]
branch-heading: மருந்துவக்குடி கிளை – 2 bbox=[163, 884, 304, 899]
part-organizers-title: பாக அமைப்பாளர்கள் : bbox=[898, 717, 1000, 727]
branch-heading: உம்பளப்பாடி கிளை – 3 bbox=[527, 683, 664, 698]
page-number: 12 bbox=[64, 56, 108, 93]
part-organizers-title: பாக அமைப்பாளர்கள் : bbox=[1252, 1205, 1354, 1216]
deputy-organizers: துணை அமைப்பாளர்கள் : (1) கு.குணால், கார்த்திகை தோட்டம், இளங்கார்குடி, பாபநாசம், தஞ்சாவூர். (2) திமாயவன், 4/129, கீழத்தெரு, கார்த்திகை தோட்டம், இளங்கார்குடி, பாபநாசம், தஞ்சாவூர். (3) பா.இளையன், கார்த்திகை தோட்டம், இளங்கார்குடி, பாபநாசம், தஞ்சாவூர். bbox=[425, 613, 765, 667]
deputy-organizers: துணை அமைப்பாளர்கள் : (1) ம.ராம்கி, 4/48, கிருஷ்ணபுரம், உள்ளிக்கடை, பாபநாசம், தஞ்சாவூர். (2) மு.மனோஜ், 39, கிருஷ்ணபுரம், உள்ளிக்கடை, பாபநாசம், தஞ்சாவூர். (3) அ.அபிஷேக், 1/67, செங்குத்தை தெரு, உள்ளிக்கடை, பாபநாசம், தஞ்சாவூர். bbox=[425, 1173, 765, 1227]
